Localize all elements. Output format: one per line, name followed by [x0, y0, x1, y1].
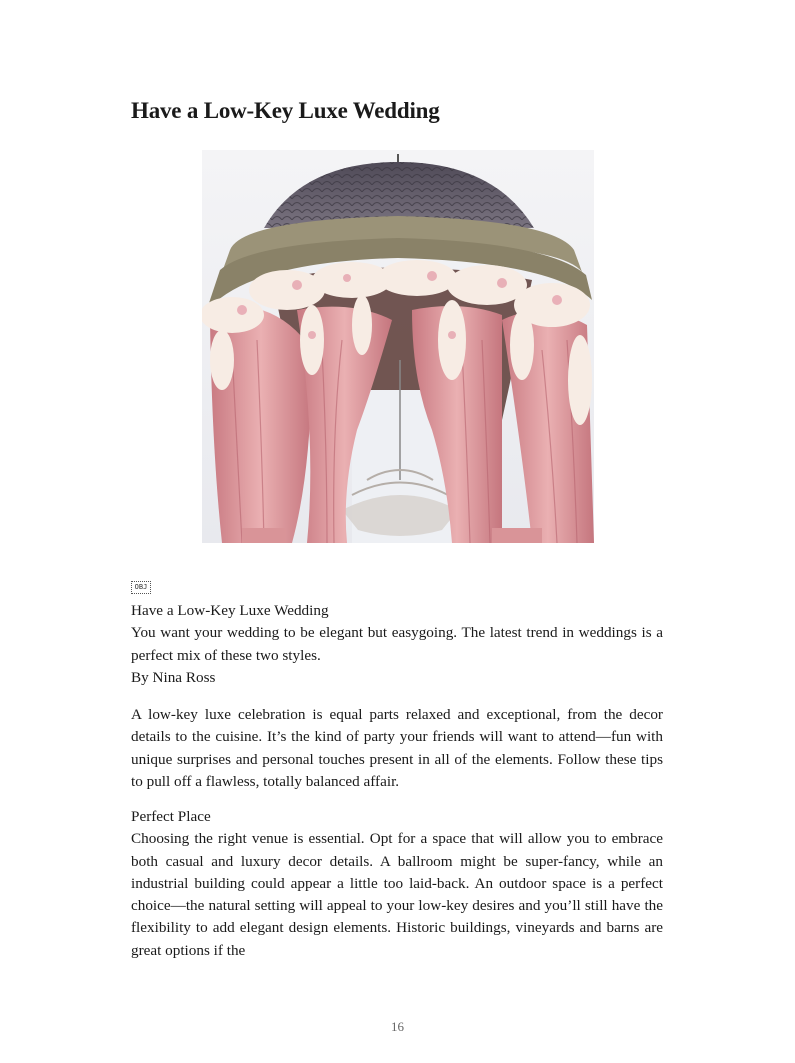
embedded-object-marker: OBJ: [131, 581, 151, 594]
section-paragraph: Choosing the right venue is essential. Opt for a space that will allow you to embrace both casual and luxury decor details. A ballroom might be super-fancy, while an industrial building could appear a little too laid-back. An outdoor space is a perfect choice—the natural setting will appeal to your low-key desires and you’ll still have the flexibility to add elegant design elements. Historic buildings, vineyards and barns are great options if the: [131, 830, 663, 959]
article-title-line: Have a Low-Key Luxe Wedding: [131, 602, 329, 619]
wedding-gazebo-image: [202, 150, 594, 543]
article-byline: By Nina Ross: [131, 668, 216, 686]
intro-paragraph: A low-key luxe celebration is equal parts relaxed and exceptional, from the decor details to the cuisine. It’s the kind of party your friends will want to attend—fun with unique surprises and personal touches present in all of the elements. Follow these tips to pull off a flawless, totally balanced affair.: [131, 706, 663, 790]
article-dek: You want your wedding to be elegant but easygoing. The latest trend in weddings is a perfect mix of these two styles.: [131, 624, 663, 664]
perfect-place-section: [131, 806, 663, 962]
page-number: 16: [391, 1019, 404, 1034]
article-heading: Have a Low-Key Luxe Wedding: [131, 98, 440, 123]
section-title: Perfect Place: [131, 808, 211, 825]
article-intro-block: [131, 600, 663, 689]
